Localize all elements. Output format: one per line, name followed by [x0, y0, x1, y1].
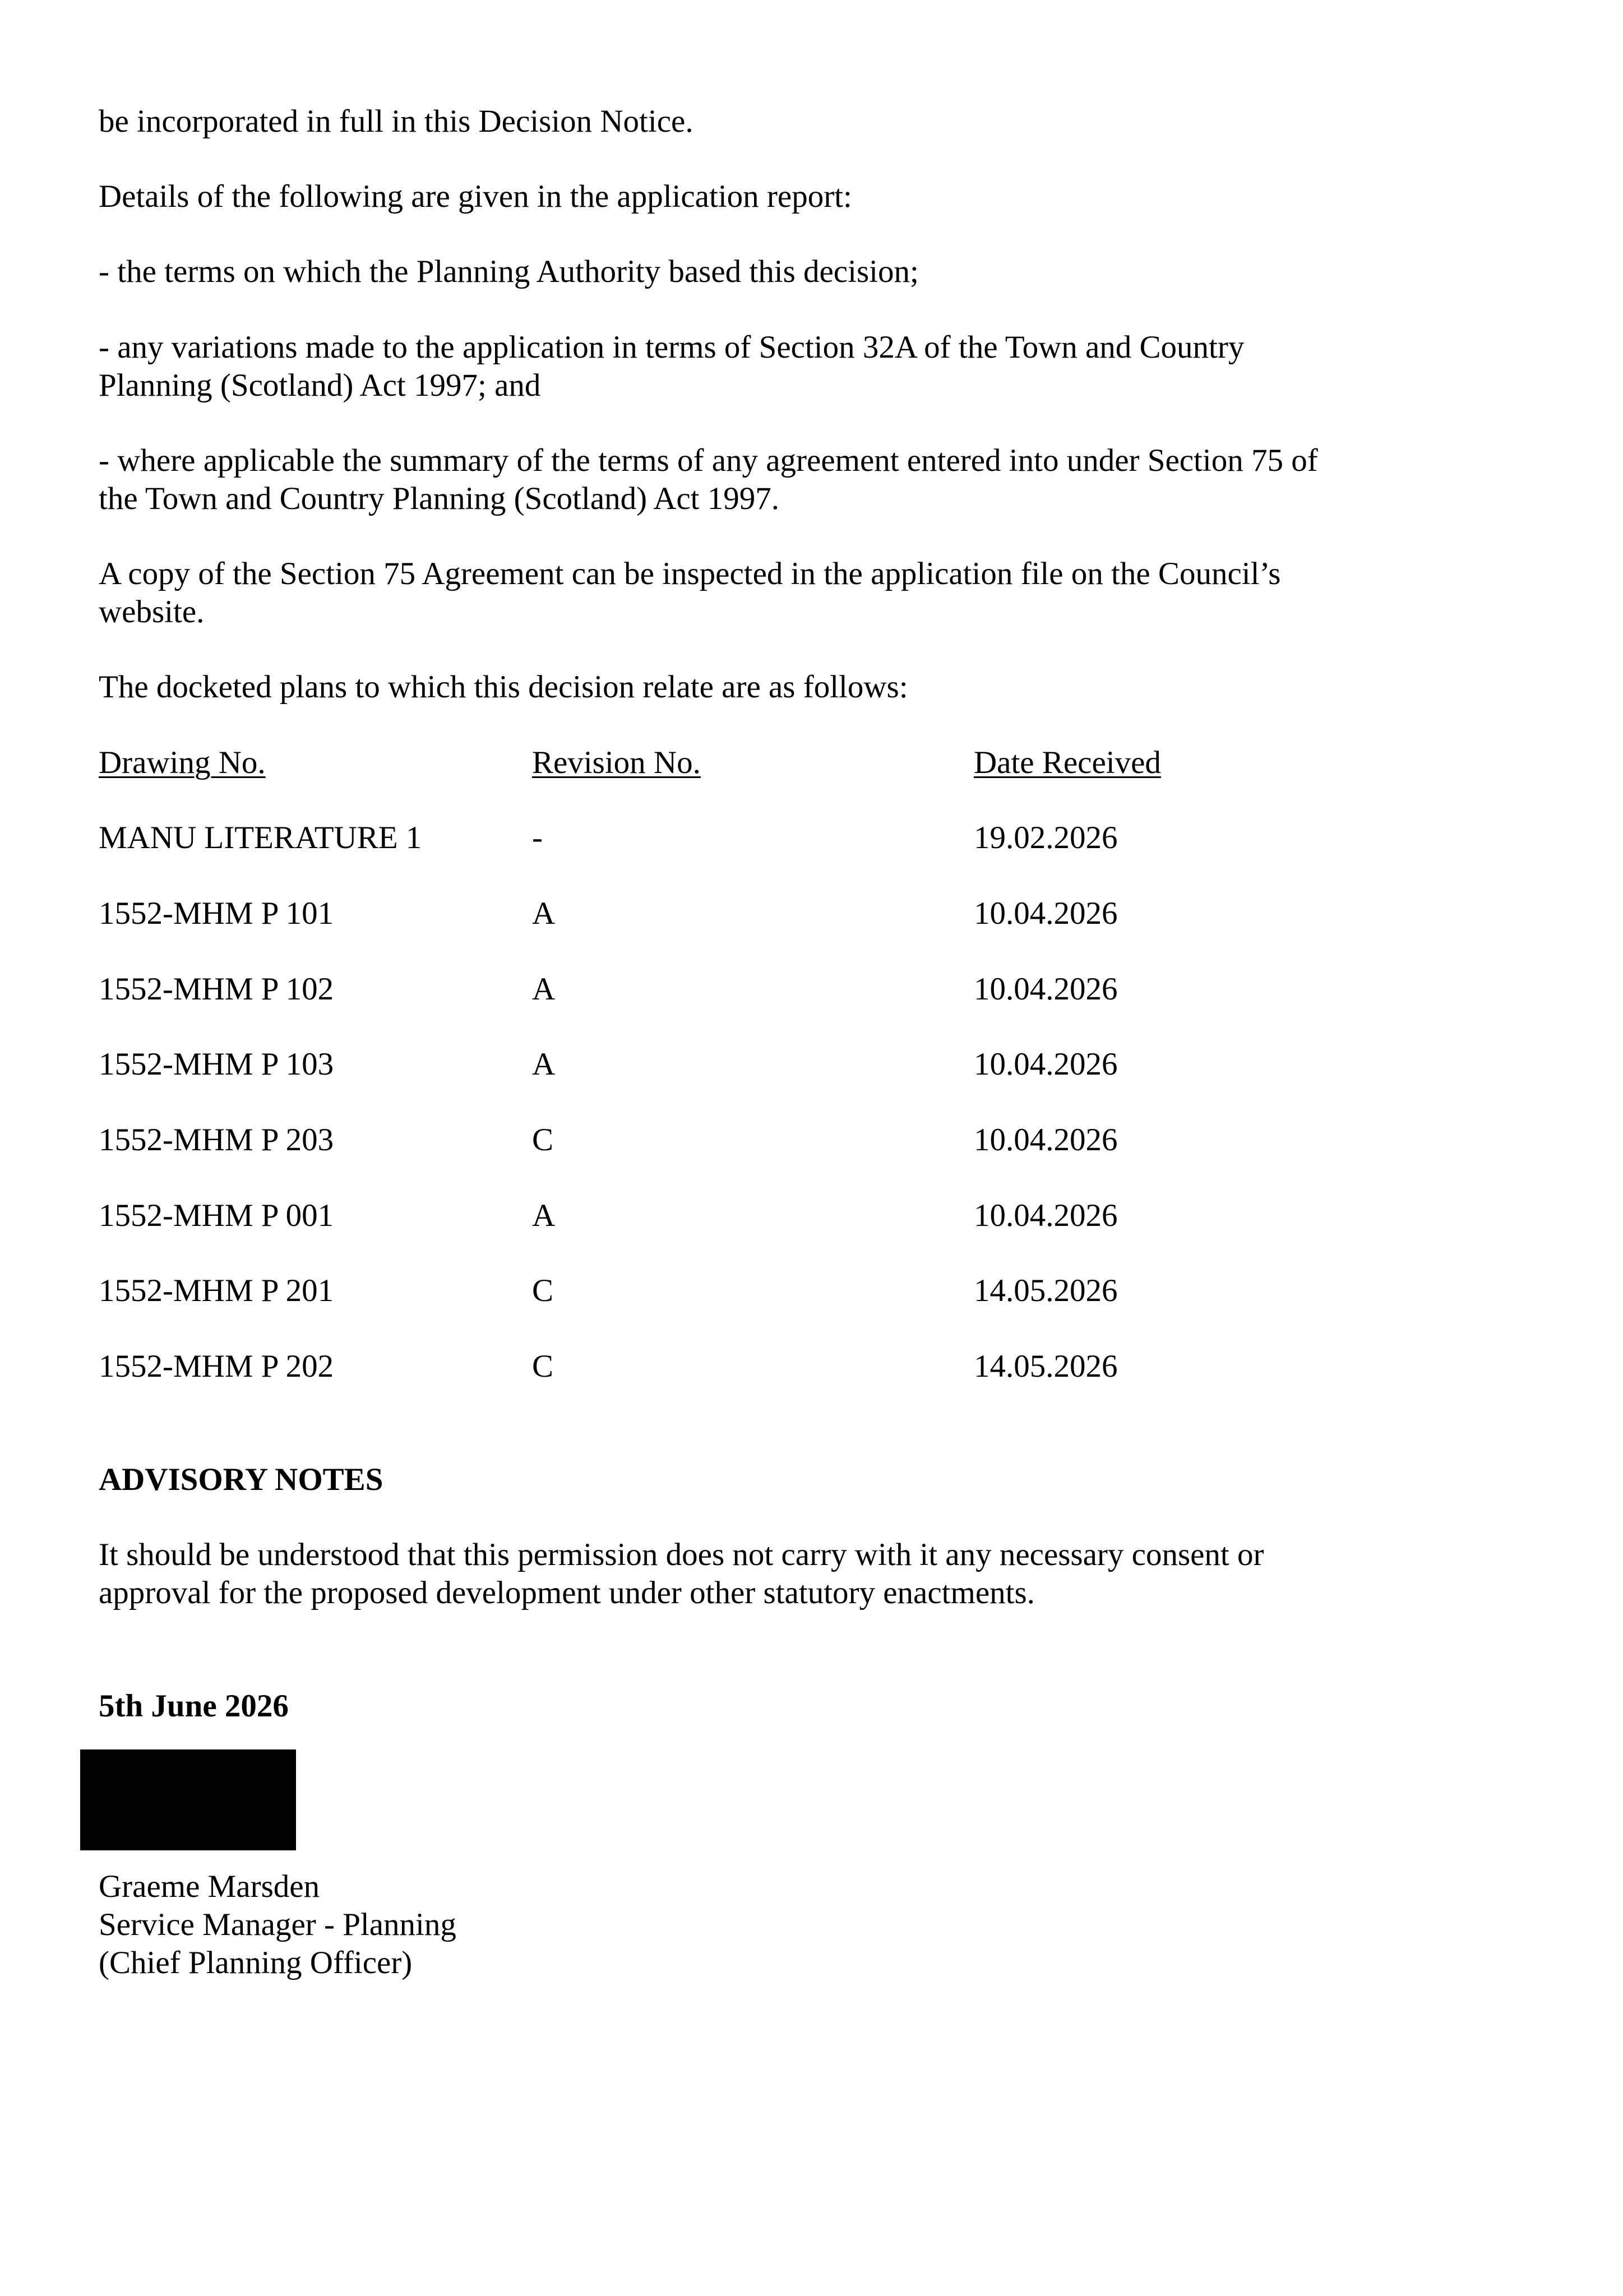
- cell-drawing-no: 1552-MHM P 201: [99, 1273, 334, 1308]
- signatory-title: Service Manager - Planning: [99, 1907, 456, 1942]
- cell-date-received: 10.04.2026: [974, 1198, 1118, 1233]
- cell-date-received: 10.04.2026: [974, 971, 1118, 1007]
- signatory-block: [99, 1868, 1405, 1982]
- advisory-heading: ADVISORY NOTES: [99, 1462, 383, 1497]
- cell-drawing-no: 1552-MHM P 202: [99, 1349, 334, 1384]
- intro-continuation: be incorporated in full in this Decision Notice.: [99, 104, 693, 139]
- section75-copy-note: A copy of the Section 75 Agreement can be inspected in the application file on the Council’s website.: [99, 556, 1281, 629]
- cell-date-received: 10.04.2026: [974, 1122, 1118, 1158]
- details-bullet-terms: - the terms on which the Planning Authority based this decision;: [99, 254, 919, 289]
- redacted-signature: [80, 1749, 296, 1850]
- cell-drawing-no: MANU LITERATURE 1: [99, 820, 422, 855]
- cell-drawing-no: 1552-MHM P 001: [99, 1198, 334, 1233]
- cell-date-received: 14.05.2026: [974, 1349, 1118, 1384]
- cell-drawing-no: 1552-MHM P 103: [99, 1047, 334, 1082]
- cell-date-received: 14.05.2026: [974, 1273, 1118, 1308]
- signature-date: 5th June 2026: [99, 1688, 289, 1724]
- cell-revision-no: -: [532, 820, 543, 855]
- header-revision-no: Revision No.: [532, 745, 701, 780]
- signatory-role: (Chief Planning Officer): [99, 1945, 413, 1980]
- details-bullet-agreement: - where applicable the summary of the terms of any agreement entered into under Section 75 of the Town and Country Planning (Scotland) Act 1997.: [99, 443, 1318, 516]
- header-drawing-no: Drawing No.: [99, 745, 266, 780]
- cell-revision-no: A: [532, 1047, 556, 1082]
- cell-revision-no: C: [532, 1349, 554, 1384]
- cell-date-received: 19.02.2026: [974, 820, 1118, 855]
- cell-revision-no: A: [532, 1198, 556, 1233]
- cell-drawing-no: 1552-MHM P 203: [99, 1122, 334, 1158]
- header-date-received: Date Received: [974, 745, 1161, 780]
- advisory-text: It should be understood that this permission does not carry with it any necessary consent or approval for the proposed development under other statutory enactments.: [99, 1537, 1264, 1610]
- cell-drawing-no: 1552-MHM P 102: [99, 971, 334, 1007]
- cell-drawing-no: 1552-MHM P 101: [99, 896, 334, 931]
- cell-revision-no: C: [532, 1122, 554, 1158]
- details-heading: Details of the following are given in the application report:: [99, 179, 852, 214]
- cell-date-received: 10.04.2026: [974, 896, 1118, 931]
- details-bullet-variations: - any variations made to the application in terms of Section 32A of the Town and Country Planning (Scotland) Act 1997; and: [99, 330, 1245, 403]
- cell-revision-no: A: [532, 971, 556, 1007]
- cell-revision-no: A: [532, 896, 556, 931]
- cell-revision-no: C: [532, 1273, 554, 1308]
- plans-intro: The docketed plans to which this decision relate are as follows:: [99, 669, 908, 705]
- cell-date-received: 10.04.2026: [974, 1047, 1118, 1082]
- signatory-name: Graeme Marsden: [99, 1869, 320, 1904]
